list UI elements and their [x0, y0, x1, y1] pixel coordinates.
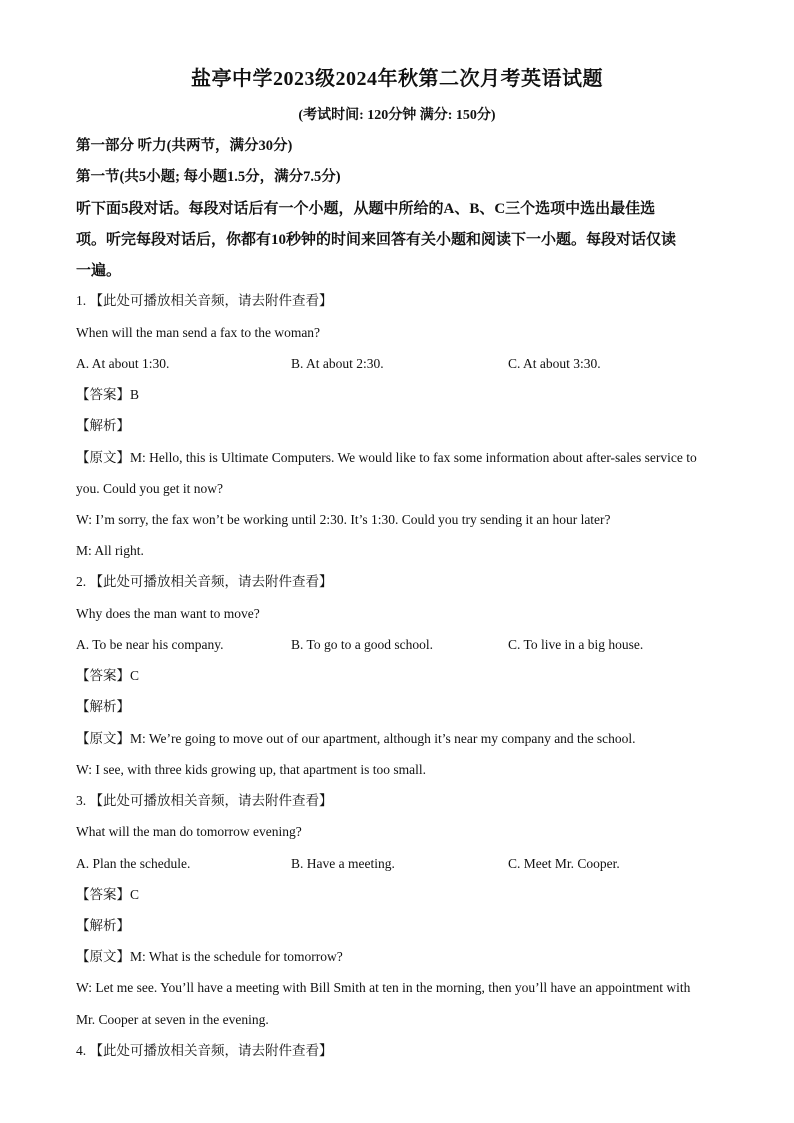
transcript-line: Mr. Cooper at seven in the evening. [76, 1012, 269, 1027]
option-a: A. At about 1:30. [76, 356, 170, 371]
instructions-line: 听下面5段对话。每段对话后有一个小题，从题中所给的A、B、C三个选项中选出最佳选 [76, 201, 656, 217]
part-heading: 第一部分 听力(共两节，满分30分) [76, 138, 293, 154]
analysis-label: 【解析】 [76, 699, 130, 714]
option-b: B. At about 2:30. [291, 356, 384, 371]
transcript-line: you. Could you get it now? [76, 481, 223, 496]
transcript-line: 【原文】M: What is the schedule for tomorrow? [76, 949, 343, 964]
option-c: C. To live in a big house. [508, 637, 644, 652]
option-c: C. Meet Mr. Cooper. [508, 856, 620, 871]
answer-label: 【答案】B [76, 387, 140, 402]
transcript-line: W: I see, with three kids growing up, that apartment is too small. [76, 762, 427, 777]
transcript-line: 【原文】M: Hello, this is Ultimate Computers. We would like to fax some information about after-sales service to [76, 450, 697, 465]
transcript-line: W: I’m sorry, the fax won’t be working until 2:30. It’s 1:30. Could you try sending it an hour later? [76, 512, 611, 527]
section-heading: 第一节(共5小题; 每小题1.5分，满分7.5分) [76, 169, 341, 185]
option-c: C. At about 3:30. [508, 356, 601, 371]
page-title: 盐亭中学2023级2024年秋第二次月考英语试题 [191, 68, 603, 90]
question-text: Why does the man want to move? [76, 606, 260, 621]
analysis-label: 【解析】 [76, 418, 130, 433]
transcript-line: 【原文】M: We’re going to move out of our apartment, although it’s near my company and the school. [76, 731, 636, 746]
transcript-line: W: Let me see. You’ll have a meeting with Bill Smith at ten in the morning, then you’ll have an appointment with [76, 980, 691, 995]
instructions-line: 一遍。 [76, 263, 122, 279]
option-a: A. To be near his company. [76, 637, 224, 652]
audio-link-q2[interactable]: 2. 【此处可播放相关音频，请去附件查看】 [76, 574, 333, 589]
analysis-label: 【解析】 [76, 918, 130, 933]
audio-link-q4[interactable]: 4. 【此处可播放相关音频，请去附件查看】 [76, 1043, 333, 1058]
instructions-line: 项。听完每段对话后，你都有10秒钟的时间来回答有关小题和阅读下一小题。每段对话仅读 [76, 232, 677, 248]
answer-label: 【答案】C [76, 668, 140, 683]
option-b: B. Have a meeting. [291, 856, 395, 871]
audio-link-q1[interactable]: 1. 【此处可播放相关音频，请去附件查看】 [76, 293, 333, 308]
question-text: When will the man send a fax to the woman? [76, 325, 321, 340]
audio-link-q3[interactable]: 3. 【此处可播放相关音频，请去附件查看】 [76, 793, 333, 808]
transcript-line: M: All right. [76, 543, 144, 558]
question-text: What will the man do tomorrow evening? [76, 824, 302, 839]
exam-info: (考试时间: 120分钟 满分: 150分) [298, 108, 496, 123]
option-b: B. To go to a good school. [291, 637, 434, 652]
option-a: A. Plan the schedule. [76, 856, 191, 871]
answer-label: 【答案】C [76, 887, 140, 902]
